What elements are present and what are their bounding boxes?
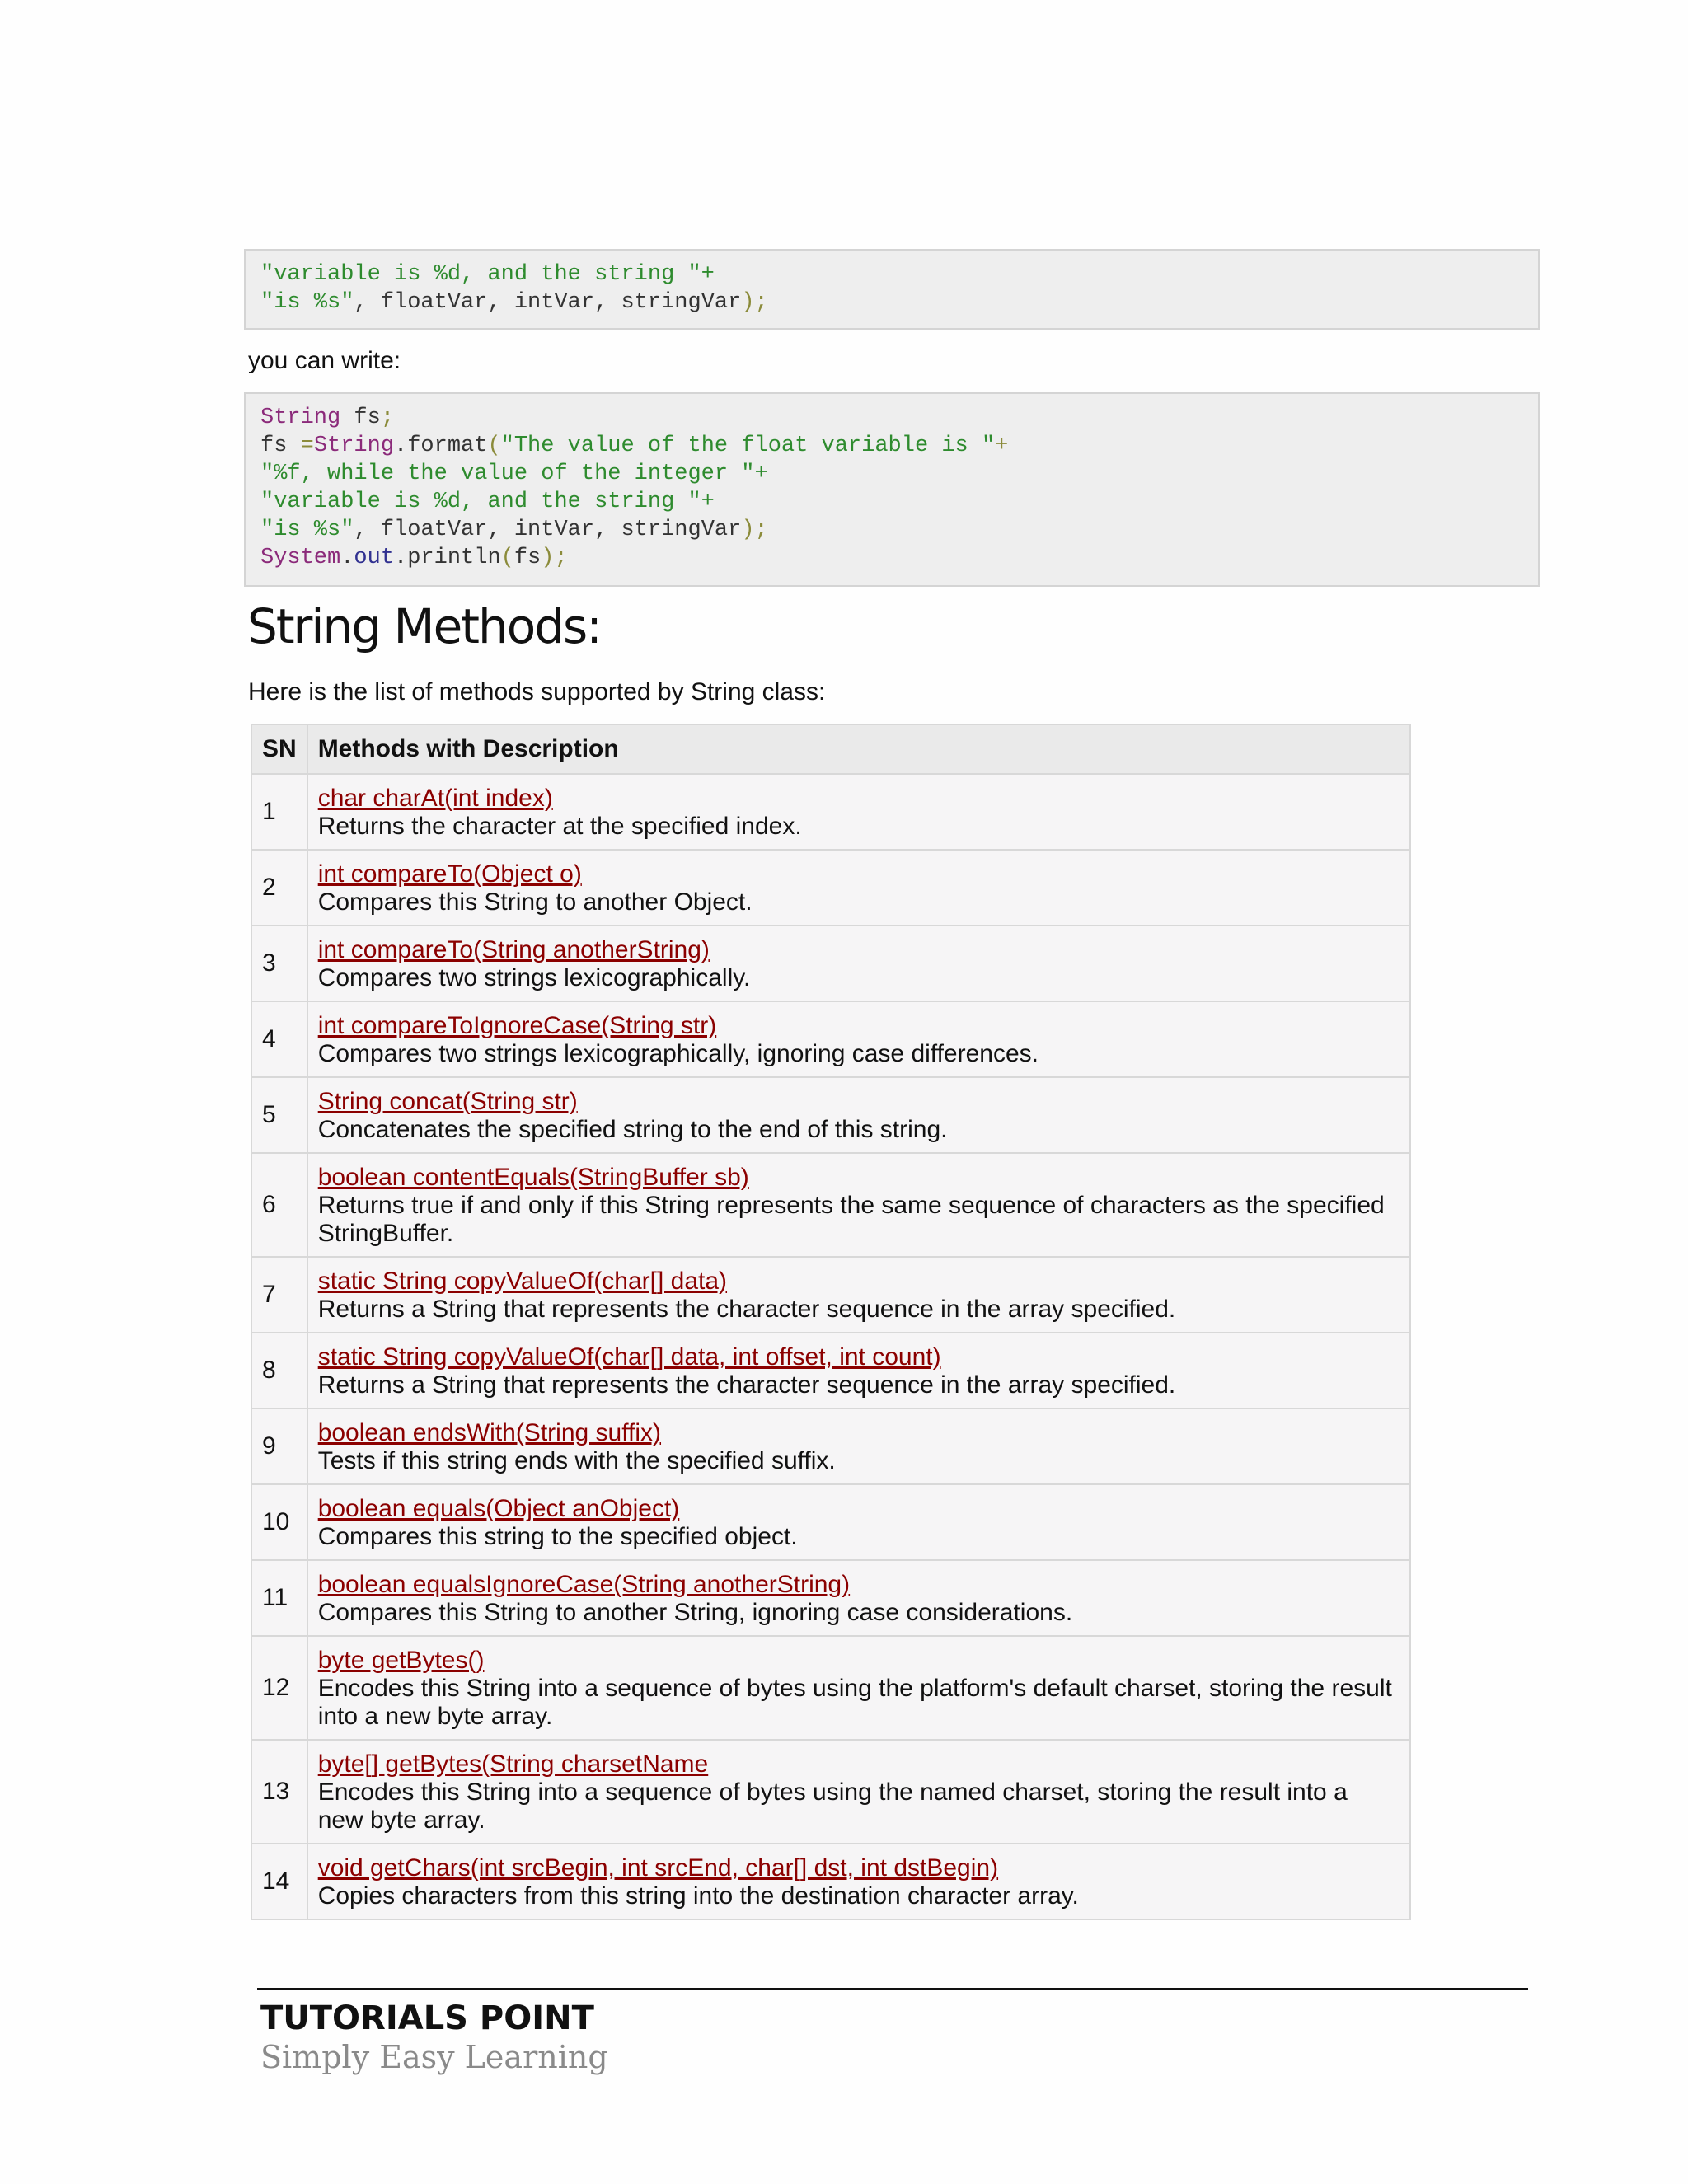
method-description: Compares two strings lexicographically. bbox=[317, 964, 751, 991]
method-description: Returns true if and only if this String represents the same sequence of characters as the specified StringBuffer. bbox=[317, 1192, 1385, 1247]
table-row bbox=[251, 774, 1410, 850]
row-sn: 3 bbox=[251, 926, 307, 1001]
method-link[interactable]: boolean contentEquals(StringBuffer sb) bbox=[317, 1164, 749, 1191]
method-description: Tests if this string ends with the specified suffix. bbox=[317, 1447, 836, 1474]
row-description-cell bbox=[307, 774, 1410, 850]
code-line: String fs; bbox=[260, 405, 395, 430]
row-description-cell bbox=[307, 1560, 1410, 1636]
row-description-cell bbox=[307, 926, 1410, 1001]
footer-brand: TUTORIALS POINT bbox=[260, 1999, 594, 2037]
row-sn: 10 bbox=[251, 1484, 307, 1560]
row-sn: 9 bbox=[251, 1408, 307, 1484]
table-row bbox=[251, 1333, 1410, 1408]
method-link[interactable]: static String copyValueOf(char[] data, int offset, int count) bbox=[317, 1343, 941, 1371]
row-sn: 5 bbox=[251, 1077, 307, 1153]
row-description-cell bbox=[307, 1077, 1410, 1153]
footer-divider bbox=[257, 1988, 1528, 1990]
method-description: Copies characters from this string into the destination character array. bbox=[317, 1882, 1079, 1910]
table-row bbox=[251, 1257, 1410, 1333]
method-link[interactable]: int compareTo(String anotherString) bbox=[317, 936, 710, 963]
row-sn: 12 bbox=[251, 1636, 307, 1740]
method-description: Encodes this String into a sequence of bytes using the named charset, storing the result into a new byte array. bbox=[317, 1779, 1348, 1834]
code-line: "%f, while the value of the integer "+ bbox=[260, 462, 768, 486]
code-line: "variable is %d, and the string "+ bbox=[260, 490, 715, 514]
row-sn: 14 bbox=[251, 1844, 307, 1919]
section-title: String Methods: bbox=[247, 598, 601, 654]
code-line: "is %s", floatVar, intVar, stringVar); bbox=[260, 290, 768, 315]
header-sn: SN bbox=[251, 724, 307, 774]
method-description: Encodes this String into a sequence of bytes using the platform's default charset, storing the result into a new byte array. bbox=[317, 1675, 1392, 1730]
code-line: fs =String.format("The value of the float variable is "+ bbox=[260, 434, 1009, 458]
row-sn: 1 bbox=[251, 774, 307, 850]
table-header-row bbox=[251, 724, 1410, 774]
method-link[interactable]: static String copyValueOf(char[] data) bbox=[317, 1268, 728, 1295]
method-link[interactable]: void getChars(int srcBegin, int srcEnd, char[] dst, int dstBegin) bbox=[317, 1854, 999, 1882]
row-description-cell bbox=[307, 1333, 1410, 1408]
method-link[interactable]: int compareTo(Object o) bbox=[317, 860, 582, 888]
table-row bbox=[251, 850, 1410, 926]
table-row bbox=[251, 1484, 1410, 1560]
method-description: Concatenates the specified string to the end of this string. bbox=[317, 1116, 948, 1143]
footer-tagline: Simply Easy Learning bbox=[260, 2039, 608, 2075]
row-description-cell bbox=[307, 850, 1410, 926]
table-row bbox=[251, 1740, 1410, 1844]
row-description-cell bbox=[307, 1408, 1410, 1484]
method-link[interactable]: boolean equals(Object anObject) bbox=[317, 1495, 680, 1522]
row-description-cell bbox=[307, 1257, 1410, 1333]
method-link[interactable]: String concat(String str) bbox=[317, 1088, 578, 1115]
table-row bbox=[251, 1408, 1410, 1484]
table-body bbox=[251, 774, 1410, 1919]
method-link[interactable]: char charAt(int index) bbox=[317, 785, 553, 812]
row-sn: 4 bbox=[251, 1001, 307, 1077]
row-sn: 8 bbox=[251, 1333, 307, 1408]
row-description-cell bbox=[307, 1740, 1410, 1844]
method-link[interactable]: boolean endsWith(String suffix) bbox=[317, 1419, 662, 1446]
table-row bbox=[251, 1001, 1410, 1077]
row-description-cell bbox=[307, 1153, 1410, 1257]
row-description-cell bbox=[307, 1636, 1410, 1740]
code-line: System.out.println(fs); bbox=[260, 546, 568, 570]
method-description: Compares this String to another Object. bbox=[317, 888, 753, 916]
row-description-cell bbox=[307, 1001, 1410, 1077]
method-description: Returns a String that represents the character sequence in the array specified. bbox=[317, 1296, 1176, 1323]
row-description-cell bbox=[307, 1844, 1410, 1919]
method-link[interactable]: int compareToIgnoreCase(String str) bbox=[317, 1012, 717, 1039]
table-row bbox=[251, 1636, 1410, 1740]
table-row bbox=[251, 926, 1410, 1001]
table-row bbox=[251, 1077, 1410, 1153]
method-description: Returns a String that represents the character sequence in the array specified. bbox=[317, 1371, 1176, 1399]
row-sn: 13 bbox=[251, 1740, 307, 1844]
row-sn: 2 bbox=[251, 850, 307, 926]
method-description: Compares this String to another String, ignoring case considerations. bbox=[317, 1599, 1073, 1626]
row-sn: 6 bbox=[251, 1153, 307, 1257]
method-description: Compares two strings lexicographically, ignoring case differences. bbox=[317, 1040, 1039, 1067]
section-description: Here is the list of methods supported by String class: bbox=[248, 678, 826, 705]
row-sn: 7 bbox=[251, 1257, 307, 1333]
table-row bbox=[251, 1844, 1410, 1919]
method-description: Compares this string to the specified object. bbox=[317, 1523, 798, 1550]
method-description: Returns the character at the specified index. bbox=[317, 813, 802, 840]
code-line: "variable is %d, and the string "+ bbox=[260, 262, 715, 287]
code-line: "is %s", floatVar, intVar, stringVar); bbox=[260, 518, 768, 542]
string-methods-table bbox=[251, 724, 1411, 1920]
header-methods: Methods with Description bbox=[307, 724, 1410, 774]
code-block-top bbox=[244, 249, 1540, 330]
method-link[interactable]: byte[] getBytes(String charsetName bbox=[317, 1750, 709, 1778]
method-link[interactable]: byte getBytes() bbox=[317, 1647, 485, 1674]
row-description-cell bbox=[307, 1484, 1410, 1560]
code-block-format bbox=[244, 392, 1540, 587]
row-sn: 11 bbox=[251, 1560, 307, 1636]
table-row bbox=[251, 1560, 1410, 1636]
method-link[interactable]: boolean equalsIgnoreCase(String anotherString) bbox=[317, 1571, 851, 1598]
table-row bbox=[251, 1153, 1410, 1257]
intro-text: you can write: bbox=[248, 347, 401, 374]
